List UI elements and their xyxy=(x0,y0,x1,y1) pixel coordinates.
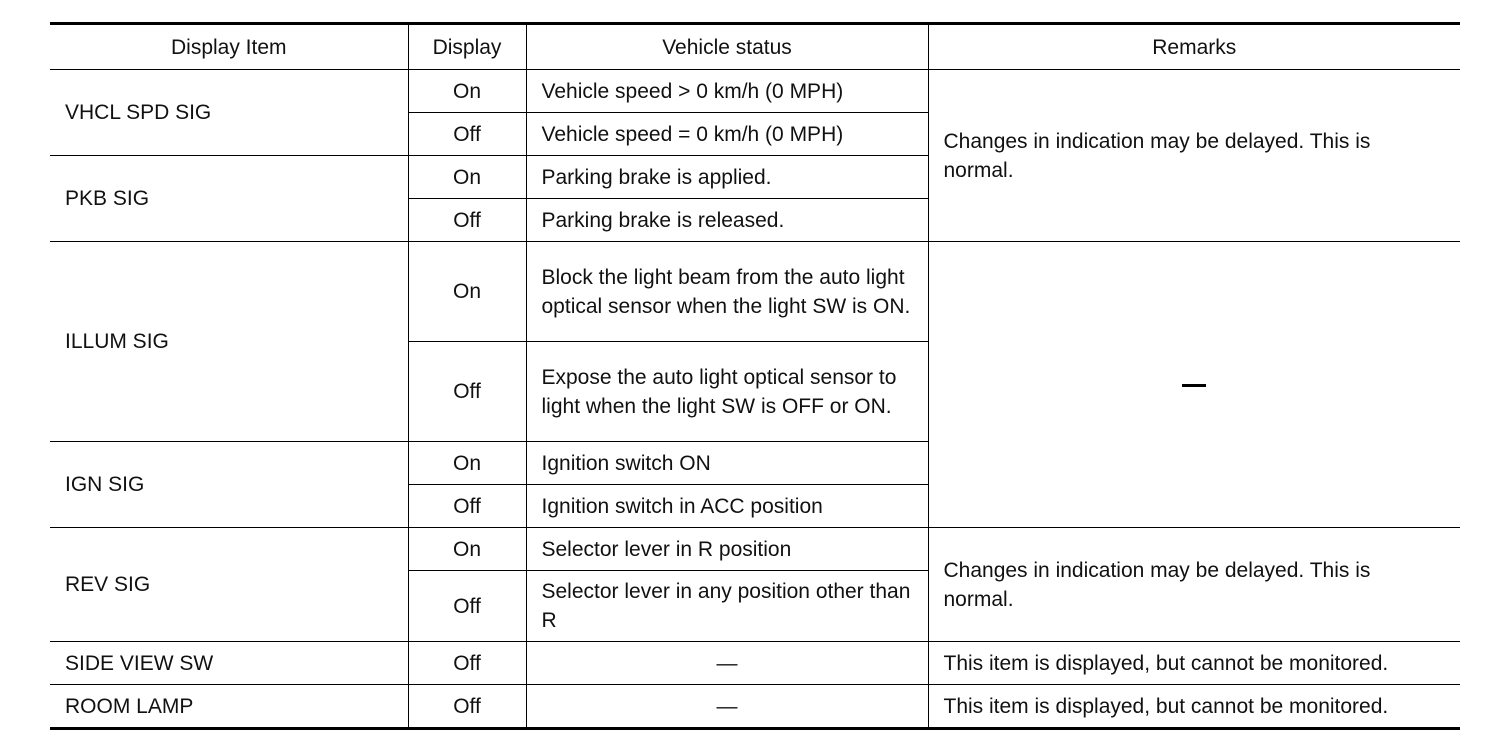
vehicle-status: Block the light beam from the auto light optical sensor when the light SW is ON. xyxy=(526,242,928,342)
remarks-delayed: Changes in indication may be delayed. This is normal. xyxy=(928,70,1460,242)
table-header-row xyxy=(50,24,1460,70)
header-display: Display xyxy=(408,24,526,70)
display-value: On xyxy=(408,70,526,113)
display-value: Off xyxy=(408,113,526,156)
display-value: Off xyxy=(408,342,526,442)
remarks-delayed-rev: Changes in indication may be delayed. This is normal. xyxy=(928,528,1460,642)
table-row xyxy=(50,642,1460,685)
table-row xyxy=(50,242,1460,342)
vehicle-status: Ignition switch ON xyxy=(526,442,928,485)
display-value: On xyxy=(408,442,526,485)
vehicle-status: Selector lever in R position xyxy=(526,528,928,571)
vehicle-status: Ignition switch in ACC position xyxy=(526,485,928,528)
display-value: Off xyxy=(408,685,526,729)
header-remarks: Remarks xyxy=(928,24,1460,70)
remarks-side-view: This item is displayed, but cannot be monitored. xyxy=(928,642,1460,685)
item-side-view-sw: SIDE VIEW SW xyxy=(50,642,408,685)
remarks-room-lamp: This item is displayed, but cannot be monitored. xyxy=(928,685,1460,729)
table-row xyxy=(50,70,1460,113)
vehicle-status: Expose the auto light optical sensor to light when the light SW is OFF or ON. xyxy=(526,342,928,442)
item-vhcl-spd-sig: VHCL SPD SIG xyxy=(50,70,408,156)
header-display-item: Display Item xyxy=(50,24,408,70)
display-item-table xyxy=(50,22,1460,730)
display-value: Off xyxy=(408,642,526,685)
vehicle-status-dash: — xyxy=(526,685,928,729)
vehicle-status: Selector lever in any position other than R xyxy=(526,571,928,642)
vehicle-status: Parking brake is applied. xyxy=(526,156,928,199)
dash-mark xyxy=(1182,384,1206,387)
vehicle-status: Parking brake is released. xyxy=(526,199,928,242)
display-value: Off xyxy=(408,571,526,642)
item-rev-sig: REV SIG xyxy=(50,528,408,642)
item-illum-sig: ILLUM SIG xyxy=(50,242,408,442)
display-value: Off xyxy=(408,199,526,242)
table-row xyxy=(50,685,1460,729)
display-value: On xyxy=(408,528,526,571)
item-room-lamp: ROOM LAMP xyxy=(50,685,408,729)
item-pkb-sig: PKB SIG xyxy=(50,156,408,242)
vehicle-status: Vehicle speed = 0 km/h (0 MPH) xyxy=(526,113,928,156)
item-ign-sig: IGN SIG xyxy=(50,442,408,528)
display-value: On xyxy=(408,242,526,342)
header-vehicle-status: Vehicle status xyxy=(526,24,928,70)
display-value: Off xyxy=(408,485,526,528)
vehicle-status-dash: — xyxy=(526,642,928,685)
remarks-none xyxy=(928,242,1460,528)
vehicle-status: Vehicle speed > 0 km/h (0 MPH) xyxy=(526,70,928,113)
display-value: On xyxy=(408,156,526,199)
table-row xyxy=(50,528,1460,571)
